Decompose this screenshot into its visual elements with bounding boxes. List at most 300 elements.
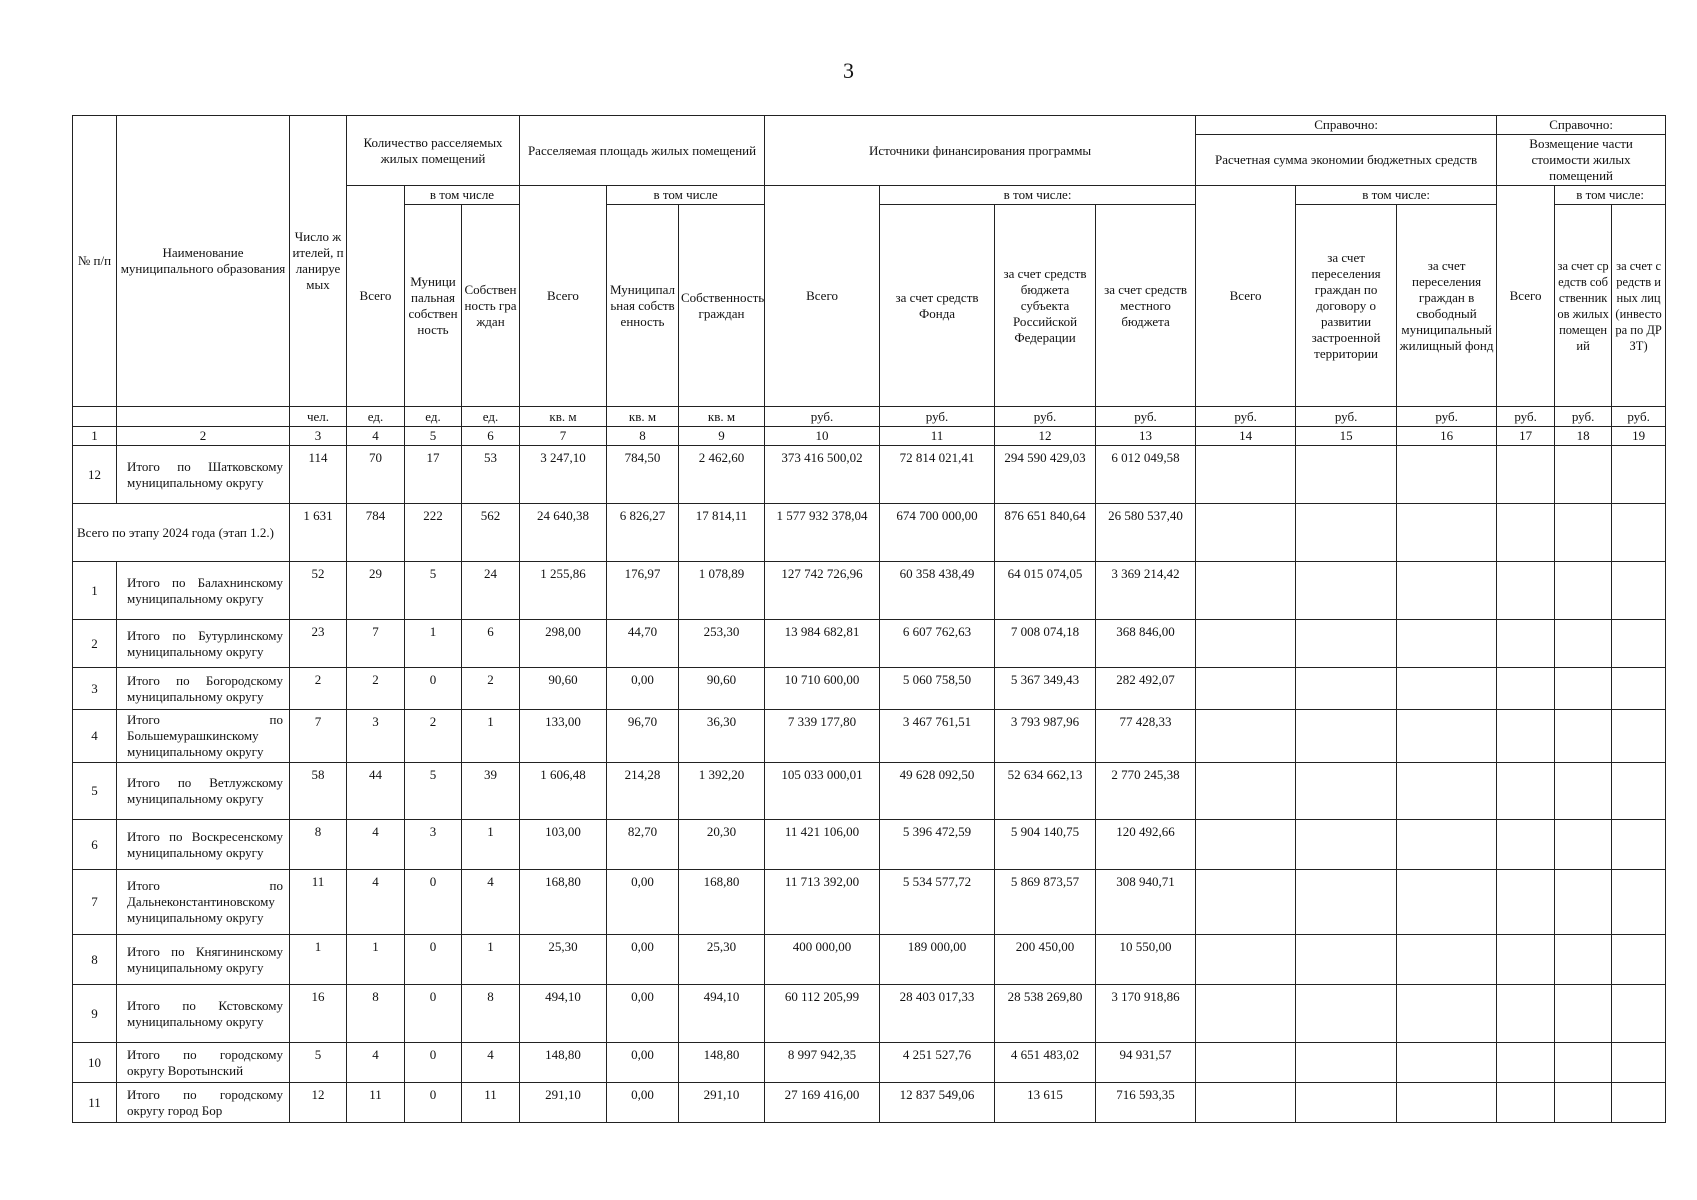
- row-name: Итого по Княгининскому муниципальному округу: [117, 935, 290, 985]
- cell-rooms-mun: 5: [405, 562, 462, 620]
- empty-cell: [1397, 710, 1497, 763]
- cell-fin-fund: 72 814 021,41: [880, 446, 995, 504]
- column-number: 6: [462, 427, 520, 446]
- row-number: 2: [73, 620, 117, 668]
- cell-rooms: 784: [347, 504, 405, 562]
- hdr-econ-incl: в том числе:: [1296, 186, 1497, 205]
- empty-cell: [1555, 1083, 1612, 1123]
- cell-area-own: 148,80: [679, 1043, 765, 1083]
- unit-cell: руб.: [1497, 407, 1555, 427]
- cell-area-mun: 0,00: [607, 935, 679, 985]
- row-name: Всего по этапу 2024 года (этап 1.2.): [73, 504, 290, 562]
- empty-cell: [1497, 446, 1555, 504]
- cell-fin-total: 373 416 500,02: [765, 446, 880, 504]
- unit-cell: руб.: [880, 407, 995, 427]
- empty-cell: [1555, 935, 1612, 985]
- empty-cell: [1612, 820, 1666, 870]
- hdr-comp-other: за счет средств иных лиц (инвестора по ДРЗТ): [1612, 205, 1666, 407]
- empty-cell: [1497, 710, 1555, 763]
- hdr-econ-total: Всего: [1196, 186, 1296, 407]
- cell-rooms-mun: 0: [405, 870, 462, 935]
- empty-cell: [1612, 870, 1666, 935]
- empty-cell: [1296, 1043, 1397, 1083]
- hdr-rooms-mun: Муниципальная собственность: [405, 205, 462, 407]
- empty-cell: [1296, 562, 1397, 620]
- cell-area-own: 2 462,60: [679, 446, 765, 504]
- empty-cell: [1555, 985, 1612, 1043]
- hdr-area-group: Расселяемая площадь жилых помещений: [520, 116, 765, 186]
- cell-rooms: 4: [347, 820, 405, 870]
- empty-cell: [1555, 870, 1612, 935]
- hdr-num: № п/п: [73, 116, 117, 407]
- empty-cell: [1612, 562, 1666, 620]
- cell-fin-local: 308 940,71: [1096, 870, 1196, 935]
- hdr-ref2-title: Возмещение части стоимости жилых помещений: [1497, 135, 1666, 186]
- hdr-fin-fund: за счет средств Фонда: [880, 205, 995, 407]
- cell-area: 291,10: [520, 1083, 607, 1123]
- empty-cell: [1555, 820, 1612, 870]
- unit-cell: руб.: [1397, 407, 1497, 427]
- empty-cell: [1497, 504, 1555, 562]
- empty-cell: [1196, 710, 1296, 763]
- empty-cell: [1397, 562, 1497, 620]
- cell-area-own: 1 078,89: [679, 562, 765, 620]
- column-number: 5: [405, 427, 462, 446]
- hdr-rooms-incl: в том числе: [405, 186, 520, 205]
- cell-rooms-own: 4: [462, 870, 520, 935]
- cell-area: 90,60: [520, 668, 607, 710]
- page-number: 3: [843, 58, 854, 83]
- unit-cell: руб.: [765, 407, 880, 427]
- hdr-fin-subj: за счет средств бюджета субъекта Российской Федерации: [995, 205, 1096, 407]
- cell-people: 11: [290, 870, 347, 935]
- cell-area: 494,10: [520, 985, 607, 1043]
- unit-cell: кв. м: [679, 407, 765, 427]
- hdr-fin-local: за счет средств местного бюджета: [1096, 205, 1196, 407]
- cell-fin-subj: 3 793 987,96: [995, 710, 1096, 763]
- cell-people: 58: [290, 763, 347, 820]
- cell-rooms: 7: [347, 620, 405, 668]
- cell-people: 52: [290, 562, 347, 620]
- column-numbers-row: [73, 427, 1666, 446]
- column-number: 10: [765, 427, 880, 446]
- cell-rooms-mun: 17: [405, 446, 462, 504]
- row-number: 6: [73, 820, 117, 870]
- empty-cell: [1397, 985, 1497, 1043]
- empty-cell: [1612, 1083, 1666, 1123]
- cell-rooms: 11: [347, 1083, 405, 1123]
- cell-people: 2: [290, 668, 347, 710]
- empty-cell: [1296, 935, 1397, 985]
- cell-area: 133,00: [520, 710, 607, 763]
- cell-fin-subj: 294 590 429,03: [995, 446, 1096, 504]
- empty-cell: [1196, 870, 1296, 935]
- cell-people: 23: [290, 620, 347, 668]
- cell-fin-total: 27 169 416,00: [765, 1083, 880, 1123]
- table-row: [73, 870, 1666, 935]
- row-number: 1: [73, 562, 117, 620]
- table-row: [73, 504, 1666, 562]
- empty-cell: [1296, 763, 1397, 820]
- cell-rooms-mun: 0: [405, 985, 462, 1043]
- cell-fin-fund: 5 396 472,59: [880, 820, 995, 870]
- cell-area-own: 494,10: [679, 985, 765, 1043]
- row-name: Итого по Бутурлинскому муниципальному округу: [117, 620, 290, 668]
- cell-rooms-mun: 2: [405, 710, 462, 763]
- cell-fin-total: 1 577 932 378,04: [765, 504, 880, 562]
- cell-area-mun: 214,28: [607, 763, 679, 820]
- column-number: 11: [880, 427, 995, 446]
- cell-fin-fund: 189 000,00: [880, 935, 995, 985]
- empty-cell: [1196, 985, 1296, 1043]
- cell-people: 114: [290, 446, 347, 504]
- empty-cell: [1397, 935, 1497, 985]
- row-number: 3: [73, 668, 117, 710]
- empty-cell: [1612, 504, 1666, 562]
- hdr-fin-group: Источники финансирования программы: [765, 116, 1196, 186]
- column-number: 19: [1612, 427, 1666, 446]
- empty-cell: [1196, 620, 1296, 668]
- column-number: 1: [73, 427, 117, 446]
- cell-area-mun: 0,00: [607, 1083, 679, 1123]
- empty-cell: [1397, 668, 1497, 710]
- row-name: Итого по Кстовскому муниципальному округу: [117, 985, 290, 1043]
- table-row: [73, 1043, 1666, 1083]
- cell-fin-local: 282 492,07: [1096, 668, 1196, 710]
- empty-cell: [1497, 870, 1555, 935]
- cell-area: 25,30: [520, 935, 607, 985]
- cell-fin-subj: 28 538 269,80: [995, 985, 1096, 1043]
- empty-cell: [1296, 446, 1397, 504]
- cell-rooms-mun: 1: [405, 620, 462, 668]
- table-row: [73, 620, 1666, 668]
- column-number: 7: [520, 427, 607, 446]
- cell-fin-fund: 3 467 761,51: [880, 710, 995, 763]
- unit-cell: руб.: [1555, 407, 1612, 427]
- table-row: [73, 763, 1666, 820]
- empty-cell: [1555, 763, 1612, 820]
- cell-area-mun: 0,00: [607, 985, 679, 1043]
- empty-cell: [1497, 935, 1555, 985]
- hdr-econ-dev: за счет переселения граждан по договору о развитии застроенной территории: [1296, 205, 1397, 407]
- hdr-comp-total: Всего: [1497, 186, 1555, 407]
- table-row: [73, 935, 1666, 985]
- empty-cell: [1296, 870, 1397, 935]
- empty-cell: [1497, 985, 1555, 1043]
- unit-cell: руб.: [995, 407, 1096, 427]
- empty-cell: [1397, 1043, 1497, 1083]
- cell-fin-subj: 64 015 074,05: [995, 562, 1096, 620]
- cell-fin-total: 13 984 682,81: [765, 620, 880, 668]
- cell-rooms-mun: 0: [405, 1043, 462, 1083]
- table-row: [73, 562, 1666, 620]
- empty-cell: [1497, 562, 1555, 620]
- empty-cell: [1196, 562, 1296, 620]
- empty-cell: [1397, 763, 1497, 820]
- row-number: 7: [73, 870, 117, 935]
- column-number: 17: [1497, 427, 1555, 446]
- cell-fin-fund: 49 628 092,50: [880, 763, 995, 820]
- empty-cell: [1612, 935, 1666, 985]
- cell-fin-total: 127 742 726,96: [765, 562, 880, 620]
- empty-cell: [1196, 1083, 1296, 1123]
- cell-rooms: 44: [347, 763, 405, 820]
- row-name: Итого по Дальнеконстантиновскому муниципальному округу: [117, 870, 290, 935]
- column-number: 15: [1296, 427, 1397, 446]
- cell-area-own: 36,30: [679, 710, 765, 763]
- cell-rooms-own: 1: [462, 935, 520, 985]
- table-row: [73, 985, 1666, 1043]
- cell-rooms: 1: [347, 935, 405, 985]
- cell-fin-fund: 12 837 549,06: [880, 1083, 995, 1123]
- hdr-area-incl: в том числе: [607, 186, 765, 205]
- row-name: Итого по Шатковскому муниципальному округу: [117, 446, 290, 504]
- empty-cell: [1397, 820, 1497, 870]
- cell-rooms-own: 4: [462, 1043, 520, 1083]
- cell-rooms-own: 2: [462, 668, 520, 710]
- empty-cell: [1196, 668, 1296, 710]
- hdr-rooms-group: Количество расселяемых жилых помещений: [347, 116, 520, 186]
- row-name: Итого по городскому округу Воротынский: [117, 1043, 290, 1083]
- table-row: [73, 710, 1666, 763]
- empty-cell: [1497, 763, 1555, 820]
- cell-area-mun: 0,00: [607, 1043, 679, 1083]
- cell-fin-subj: 7 008 074,18: [995, 620, 1096, 668]
- unit-cell: ед.: [405, 407, 462, 427]
- cell-fin-local: 26 580 537,40: [1096, 504, 1196, 562]
- cell-rooms-own: 39: [462, 763, 520, 820]
- table-row: [73, 1083, 1666, 1123]
- hdr-ref1-title: Расчетная сумма экономии бюджетных средств: [1196, 135, 1497, 186]
- row-name: Итого по Богородскому муниципальному округу: [117, 668, 290, 710]
- empty-cell: [1555, 1043, 1612, 1083]
- cell-area-own: 90,60: [679, 668, 765, 710]
- cell-rooms-own: 11: [462, 1083, 520, 1123]
- cell-fin-local: 716 593,35: [1096, 1083, 1196, 1123]
- hdr-area-total: Всего: [520, 186, 607, 407]
- unit-cell: руб.: [1096, 407, 1196, 427]
- empty-cell: [1497, 668, 1555, 710]
- cell-fin-subj: 52 634 662,13: [995, 763, 1096, 820]
- empty-cell: [1555, 504, 1612, 562]
- table-row: [73, 668, 1666, 710]
- row-number: 11: [73, 1083, 117, 1123]
- units-row: [73, 407, 1666, 427]
- empty-cell: [1612, 985, 1666, 1043]
- cell-fin-total: 8 997 942,35: [765, 1043, 880, 1083]
- cell-area-mun: 0,00: [607, 668, 679, 710]
- cell-fin-local: 77 428,33: [1096, 710, 1196, 763]
- cell-fin-local: 3 369 214,42: [1096, 562, 1196, 620]
- row-name: Итого по Большемурашкинскому муниципальному округу: [117, 710, 290, 763]
- cell-area: 298,00: [520, 620, 607, 668]
- column-number: 9: [679, 427, 765, 446]
- cell-fin-fund: 60 358 438,49: [880, 562, 995, 620]
- cell-area-mun: 82,70: [607, 820, 679, 870]
- cell-fin-fund: 5 534 577,72: [880, 870, 995, 935]
- cell-fin-total: 11 421 106,00: [765, 820, 880, 870]
- cell-rooms-own: 1: [462, 820, 520, 870]
- hdr-rooms-total: Всего: [347, 186, 405, 407]
- empty-cell: [1555, 620, 1612, 668]
- cell-fin-total: 11 713 392,00: [765, 870, 880, 935]
- row-number: 4: [73, 710, 117, 763]
- cell-area: 24 640,38: [520, 504, 607, 562]
- hdr-fin-total: Всего: [765, 186, 880, 407]
- unit-cell: руб.: [1296, 407, 1397, 427]
- cell-rooms-mun: 0: [405, 668, 462, 710]
- cell-people: 7: [290, 710, 347, 763]
- row-number: 5: [73, 763, 117, 820]
- empty-cell: [1397, 446, 1497, 504]
- row-name: Итого по Ветлужскому муниципальному округу: [117, 763, 290, 820]
- empty-cell: [1612, 668, 1666, 710]
- cell-area: 148,80: [520, 1043, 607, 1083]
- column-number: 2: [117, 427, 290, 446]
- unit-cell: ед.: [347, 407, 405, 427]
- cell-fin-local: 3 170 918,86: [1096, 985, 1196, 1043]
- cell-rooms-own: 562: [462, 504, 520, 562]
- hdr-rooms-own: Собственность граждан: [462, 205, 520, 407]
- cell-area: 168,80: [520, 870, 607, 935]
- cell-rooms-own: 24: [462, 562, 520, 620]
- column-number: 14: [1196, 427, 1296, 446]
- cell-rooms-own: 1: [462, 710, 520, 763]
- empty-cell: [1612, 763, 1666, 820]
- empty-cell: [1497, 1043, 1555, 1083]
- column-number: 8: [607, 427, 679, 446]
- cell-fin-local: 120 492,66: [1096, 820, 1196, 870]
- cell-fin-total: 60 112 205,99: [765, 985, 880, 1043]
- cell-fin-fund: 4 251 527,76: [880, 1043, 995, 1083]
- hdr-econ-free: за счет переселения граждан в свободный муниципальный жилищный фонд: [1397, 205, 1497, 407]
- cell-rooms: 2: [347, 668, 405, 710]
- empty-cell: [1612, 710, 1666, 763]
- cell-rooms-mun: 3: [405, 820, 462, 870]
- cell-area-mun: 176,97: [607, 562, 679, 620]
- hdr-residents: Число жителей, планируемых: [290, 116, 347, 407]
- empty-cell: [1296, 820, 1397, 870]
- empty-cell: [1555, 710, 1612, 763]
- resettlement-table: [72, 115, 1666, 1123]
- empty-cell: [1497, 620, 1555, 668]
- cell-people: 1: [290, 935, 347, 985]
- hdr-area-own: Собственность граждан: [679, 205, 765, 407]
- cell-people: 12: [290, 1083, 347, 1123]
- column-number: 18: [1555, 427, 1612, 446]
- cell-fin-local: 368 846,00: [1096, 620, 1196, 668]
- cell-fin-subj: 876 651 840,64: [995, 504, 1096, 562]
- cell-area-own: 1 392,20: [679, 763, 765, 820]
- cell-people: 1 631: [290, 504, 347, 562]
- hdr-ref1: Справочно:: [1196, 116, 1497, 135]
- empty-cell: [1296, 1083, 1397, 1123]
- cell-area-mun: 44,70: [607, 620, 679, 668]
- cell-area-own: 17 814,11: [679, 504, 765, 562]
- empty-cell: [1397, 504, 1497, 562]
- empty-cell: [1397, 1083, 1497, 1123]
- empty-cell: [1555, 446, 1612, 504]
- cell-area: 1 606,48: [520, 763, 607, 820]
- cell-rooms-own: 8: [462, 985, 520, 1043]
- row-number: 8: [73, 935, 117, 985]
- cell-fin-fund: 5 060 758,50: [880, 668, 995, 710]
- cell-rooms-mun: 0: [405, 1083, 462, 1123]
- cell-area: 3 247,10: [520, 446, 607, 504]
- cell-area-mun: 784,50: [607, 446, 679, 504]
- column-number: 16: [1397, 427, 1497, 446]
- cell-fin-fund: 6 607 762,63: [880, 620, 995, 668]
- cell-area-own: 20,30: [679, 820, 765, 870]
- cell-area: 103,00: [520, 820, 607, 870]
- unit-cell: руб.: [1196, 407, 1296, 427]
- cell-people: 5: [290, 1043, 347, 1083]
- empty-cell: [1397, 870, 1497, 935]
- cell-fin-total: 105 033 000,01: [765, 763, 880, 820]
- empty-cell: [1296, 710, 1397, 763]
- unit-cell: ед.: [462, 407, 520, 427]
- cell-area-own: 291,10: [679, 1083, 765, 1123]
- table-row: [73, 820, 1666, 870]
- empty-cell: [1497, 1083, 1555, 1123]
- cell-rooms-mun: 0: [405, 935, 462, 985]
- row-number: 10: [73, 1043, 117, 1083]
- cell-fin-total: 7 339 177,80: [765, 710, 880, 763]
- cell-fin-total: 400 000,00: [765, 935, 880, 985]
- empty-cell: [1612, 446, 1666, 504]
- empty-cell: [1196, 446, 1296, 504]
- column-number: 13: [1096, 427, 1196, 446]
- cell-fin-local: 94 931,57: [1096, 1043, 1196, 1083]
- cell-rooms-own: 6: [462, 620, 520, 668]
- cell-area-own: 25,30: [679, 935, 765, 985]
- cell-fin-local: 10 550,00: [1096, 935, 1196, 985]
- empty-cell: [1612, 620, 1666, 668]
- column-number: 3: [290, 427, 347, 446]
- row-number: 9: [73, 985, 117, 1043]
- cell-rooms: 4: [347, 870, 405, 935]
- unit-cell: кв. м: [520, 407, 607, 427]
- cell-fin-fund: 28 403 017,33: [880, 985, 995, 1043]
- cell-people: 8: [290, 820, 347, 870]
- cell-fin-local: 2 770 245,38: [1096, 763, 1196, 820]
- cell-fin-subj: 5 367 349,43: [995, 668, 1096, 710]
- cell-area-own: 253,30: [679, 620, 765, 668]
- cell-fin-subj: 200 450,00: [995, 935, 1096, 985]
- empty-cell: [1196, 763, 1296, 820]
- cell-rooms-own: 53: [462, 446, 520, 504]
- empty-cell: [1196, 820, 1296, 870]
- cell-fin-subj: 13 615: [995, 1083, 1096, 1123]
- column-number: 4: [347, 427, 405, 446]
- hdr-fin-incl: в том числе:: [880, 186, 1196, 205]
- cell-fin-subj: 5 869 873,57: [995, 870, 1096, 935]
- hdr-name: Наименование муниципального образования: [117, 116, 290, 407]
- empty-cell: [1612, 1043, 1666, 1083]
- cell-rooms: 8: [347, 985, 405, 1043]
- cell-fin-total: 10 710 600,00: [765, 668, 880, 710]
- cell-fin-subj: 5 904 140,75: [995, 820, 1096, 870]
- unit-cell: руб.: [1612, 407, 1666, 427]
- row-name: Итого по Балахнинскому муниципальному округу: [117, 562, 290, 620]
- unit-cell: чел.: [290, 407, 347, 427]
- cell-fin-fund: 674 700 000,00: [880, 504, 995, 562]
- empty-cell: [1397, 620, 1497, 668]
- empty-cell: [1497, 820, 1555, 870]
- cell-fin-local: 6 012 049,58: [1096, 446, 1196, 504]
- cell-fin-subj: 4 651 483,02: [995, 1043, 1096, 1083]
- column-number: 12: [995, 427, 1096, 446]
